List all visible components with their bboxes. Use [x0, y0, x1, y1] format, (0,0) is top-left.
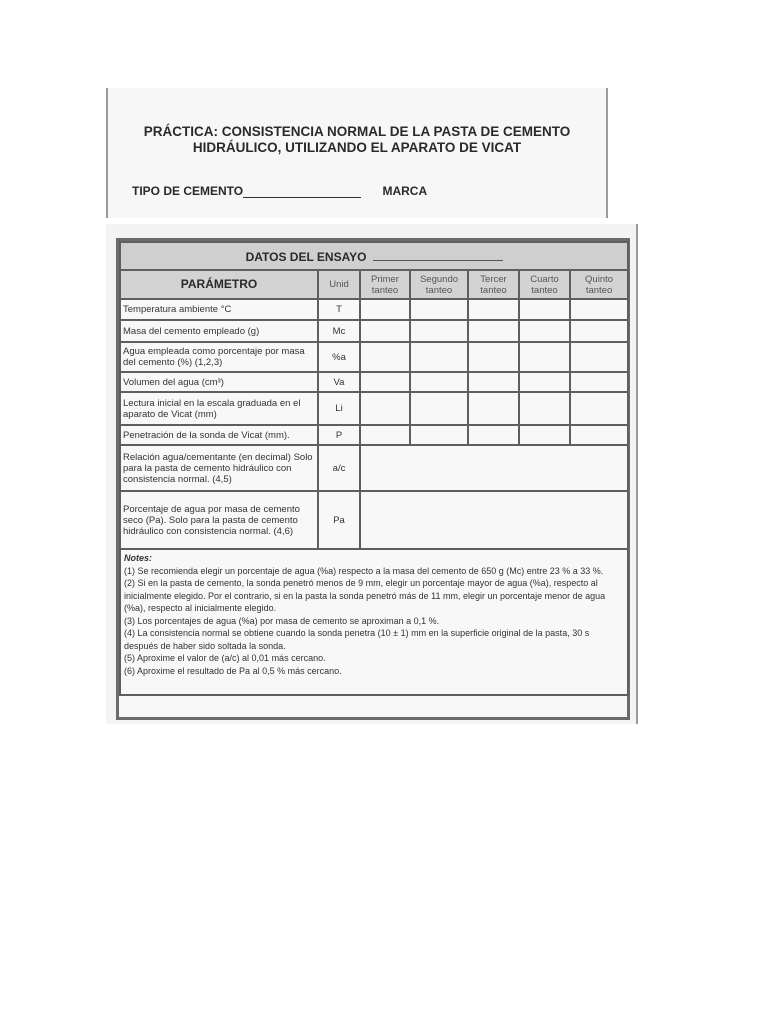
data-cell[interactable]	[410, 299, 468, 320]
table-sheet	[106, 224, 638, 724]
data-cell[interactable]	[468, 342, 519, 372]
col-trial-1: Primer tanteo	[360, 270, 410, 299]
param-label: Penetración de la sonda de Vicat (mm).	[120, 425, 318, 445]
unit-symbol: %a	[318, 342, 360, 372]
unit-symbol: Pa	[318, 491, 360, 549]
note-item: (2) Si en la pasta de cemento, la sonda penetró menos de 9 mm, elegir un porcentaje mayor de agua (%a), respecto al inicialmente elegido. Por el contrario, si en la pasta la sonda penetró más de 11 mm, elegir un porcentaje menor de agua (%a), respecto al inicialmente elegido.	[124, 578, 606, 613]
param-label: Porcentaje de agua por masa de cemento seco (Pa). Solo para la pasta de cemento hidráulico con consistencia normal. (4,6)	[120, 491, 318, 549]
unit-symbol: a/c	[318, 445, 360, 491]
table-row	[120, 320, 628, 342]
notes-title: Notes:	[124, 553, 153, 563]
header-sheet	[106, 88, 608, 218]
param-label: Agua empleada como porcentaje por masa del cemento (%) (1,2,3)	[120, 342, 318, 372]
data-cell[interactable]	[519, 372, 570, 392]
test-data-line	[373, 250, 503, 261]
col-trial-5: Quinto tanteo	[570, 270, 628, 299]
data-cell[interactable]	[360, 299, 410, 320]
data-cell[interactable]	[519, 299, 570, 320]
data-cell[interactable]	[360, 425, 410, 445]
data-cell[interactable]	[570, 372, 628, 392]
data-cell[interactable]	[360, 392, 410, 425]
param-label: Volumen del agua (cm³)	[120, 372, 318, 392]
data-cell[interactable]	[519, 320, 570, 342]
table-row	[120, 445, 628, 491]
unit-symbol: T	[318, 299, 360, 320]
data-cell[interactable]	[410, 392, 468, 425]
unit-symbol: P	[318, 425, 360, 445]
data-cell[interactable]	[519, 425, 570, 445]
table-title: DATOS DEL ENSAYO	[120, 242, 628, 270]
data-cell[interactable]	[360, 342, 410, 372]
param-label: Lectura inicial en la escala graduada en el aparato de Vicat (mm)	[120, 392, 318, 425]
merged-data-cell[interactable]	[360, 445, 628, 491]
unit-symbol: Mc	[318, 320, 360, 342]
data-cell[interactable]	[519, 342, 570, 372]
col-param: PARÁMETRO	[120, 270, 318, 299]
table-row	[120, 299, 628, 320]
merged-data-cell[interactable]	[360, 491, 628, 549]
data-cell[interactable]	[410, 342, 468, 372]
data-cell[interactable]	[468, 320, 519, 342]
brand-label: MARCA	[382, 184, 428, 198]
note-item: (4) La consistencia normal se obtiene cuando la sonda penetra (10 ± 1) mm en la superficie original de la pasta, 30 s después de haber sido soltada la sonda.	[124, 628, 590, 651]
table-row	[120, 342, 628, 372]
data-cell[interactable]	[570, 299, 628, 320]
data-cell[interactable]	[360, 320, 410, 342]
table-row	[120, 372, 628, 392]
param-label: Relación agua/cementante (en decimal) Solo para la pasta de cemento hidráulico con consistencia normal. (4,5)	[120, 445, 318, 491]
col-unit: Unid	[318, 270, 360, 299]
data-cell[interactable]	[570, 320, 628, 342]
data-cell[interactable]	[519, 392, 570, 425]
note-item: (6) Aproxime el resultado de Pa al 0,5 % más cercano.	[124, 665, 342, 676]
data-cell[interactable]	[468, 425, 519, 445]
data-cell[interactable]	[468, 372, 519, 392]
table-row	[120, 491, 628, 549]
data-cell[interactable]	[468, 299, 519, 320]
cement-type-field[interactable]	[243, 185, 361, 198]
data-table	[119, 241, 629, 696]
data-cell[interactable]	[410, 372, 468, 392]
document-title	[108, 124, 606, 156]
data-cell[interactable]	[410, 320, 468, 342]
data-cell[interactable]	[360, 372, 410, 392]
col-trial-4: Cuarto tanteo	[519, 270, 570, 299]
data-cell[interactable]	[410, 425, 468, 445]
cement-type-row	[132, 184, 427, 198]
data-cell[interactable]	[468, 392, 519, 425]
data-cell[interactable]	[570, 342, 628, 372]
data-table-frame	[116, 238, 630, 720]
note-item: (5) Aproxime el valor de (a/c) al 0,01 más cercano.	[124, 653, 326, 663]
unit-symbol: Va	[318, 372, 360, 392]
note-item: (3) Los porcentajes de agua (%a) por masa de cemento se aproximan a 0,1 %.	[124, 615, 440, 626]
title-line-1: PRÁCTICA: CONSISTENCIA NORMAL DE LA PASTA DE CEMENTO	[143, 124, 571, 139]
unit-symbol: Li	[318, 392, 360, 425]
col-trial-2: Segundo tanteo	[410, 270, 468, 299]
notes-section	[120, 549, 628, 695]
data-cell[interactable]	[570, 392, 628, 425]
param-label: Temperatura ambiente °C	[120, 299, 318, 320]
param-label: Masa del cemento empleado (g)	[120, 320, 318, 342]
table-row	[120, 425, 628, 445]
table-row	[120, 392, 628, 425]
title-line-2: HIDRÁULICO, UTILIZANDO EL APARATO DE VICAT	[192, 140, 522, 155]
cement-type-label: TIPO DE CEMENTO	[132, 184, 244, 198]
col-trial-3: Tercer tanteo	[468, 270, 519, 299]
data-cell[interactable]	[570, 425, 628, 445]
note-item: (1) Se recomienda elegir un porcentaje de agua (%a) respecto a la masa del cemento de 650 g (Mc) entre 23 % a 33 %.	[124, 565, 604, 576]
